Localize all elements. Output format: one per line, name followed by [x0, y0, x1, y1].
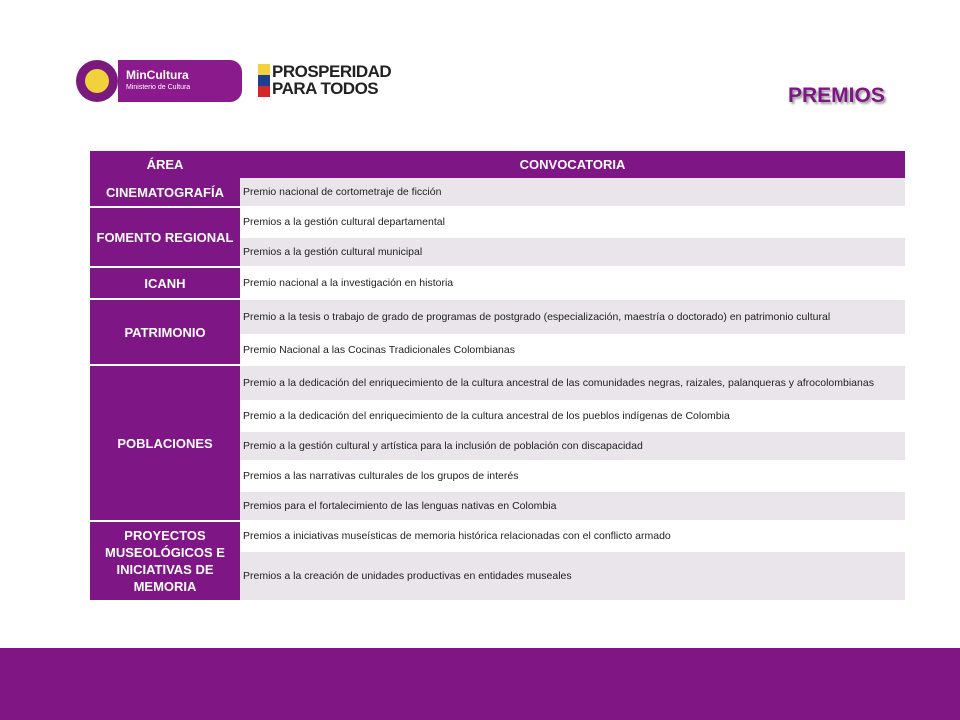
convocatoria-cell: Premio a la gestión cultural y artística para la inclusión de población con discapacidad: [240, 431, 905, 461]
table-row: [90, 267, 905, 299]
table-row: [90, 365, 905, 401]
premios-table: [90, 151, 905, 602]
prosperidad-line2: PARA TODOS: [272, 79, 379, 98]
table-row: [90, 178, 905, 207]
prosperidad-line1: PROSPERIDAD: [272, 62, 392, 81]
convocatoria-cell: Premios a la creación de unidades productivas en entidades museales: [240, 551, 905, 601]
prosperidad-flag-icon: [258, 64, 270, 98]
table-row: [90, 207, 905, 237]
convocatoria-cell: Premios para el fortalecimiento de las lenguas nativas en Colombia: [240, 491, 905, 521]
area-cell: FOMENTO REGIONAL: [90, 207, 240, 267]
convocatoria-cell: Premios a la gestión cultural departamental: [240, 207, 905, 237]
convocatoria-cell: Premio nacional de cortometraje de ficción: [240, 178, 905, 207]
area-cell: PATRIMONIO: [90, 299, 240, 365]
convocatoria-cell: Premio a la dedicación del enriquecimiento de la cultura ancestral de las comunidades negras, raizales, palanqueras y afrocolombianas: [240, 365, 905, 401]
area-cell: PROYECTOS MUSEOLÓGICOS E INICIATIVAS DE MEMORIA: [90, 521, 240, 601]
footer-bar: [0, 648, 960, 720]
convocatoria-cell: Premio Nacional a las Cocinas Tradicionales Colombianas: [240, 335, 905, 365]
mincultura-subtitle: Ministerio de Cultura: [126, 84, 191, 91]
header-convocatoria: CONVOCATORIA: [240, 151, 905, 178]
table-header-row: [90, 151, 905, 178]
header-area: ÁREA: [90, 151, 240, 178]
table-row: [90, 299, 905, 335]
area-cell: ICANH: [90, 267, 240, 299]
mincultura-name: MinCultura: [126, 68, 189, 82]
area-cell: POBLACIONES: [90, 365, 240, 521]
convocatoria-cell: Premio a la dedicación del enriquecimiento de la cultura ancestral de los pueblos indígenas de Colombia: [240, 401, 905, 431]
prosperidad-logo: [272, 63, 391, 97]
mincultura-logo: [118, 60, 242, 102]
table-row: [90, 521, 905, 551]
convocatoria-cell: Premio a la tesis o trabajo de grado de programas de postgrado (especialización, maestría o doctorado) en patrimonio cultural: [240, 299, 905, 335]
convocatoria-cell: Premios a iniciativas museísticas de memoria histórica relacionadas con el conflicto armado: [240, 521, 905, 551]
convocatoria-cell: Premio nacional a la investigación en historia: [240, 267, 905, 299]
colombia-seal-logo: [76, 60, 118, 102]
page-title: PREMIOS: [788, 84, 885, 107]
convocatoria-cell: Premios a la gestión cultural municipal: [240, 237, 905, 267]
area-cell: CINEMATOGRAFÍA: [90, 178, 240, 207]
convocatoria-cell: Premios a las narrativas culturales de los grupos de interés: [240, 461, 905, 491]
